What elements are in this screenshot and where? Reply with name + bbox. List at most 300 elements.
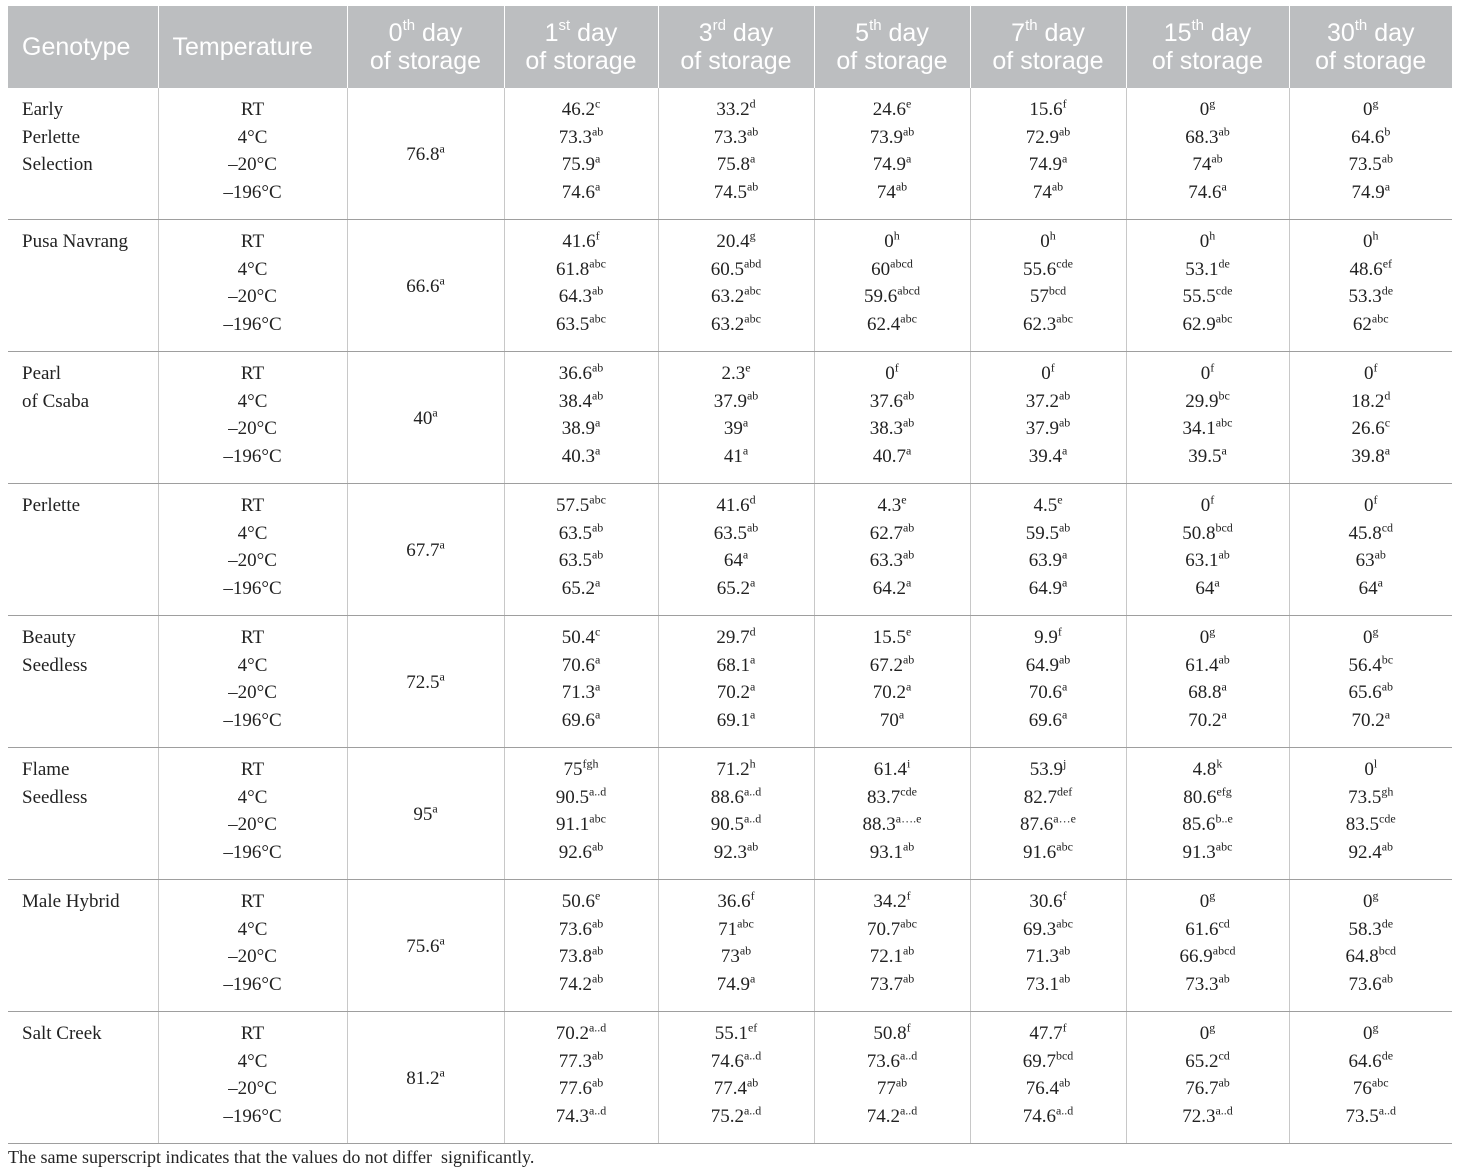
day-value-cell [970, 220, 1126, 352]
storage-value-value: 91.1 [556, 814, 590, 836]
storage-value-value: 0 [1364, 363, 1374, 384]
day0-cell [347, 880, 504, 1012]
storage-value-superscript: ab [1058, 388, 1071, 403]
storage-value-superscript: ab [1058, 943, 1071, 958]
day-value-cell [970, 880, 1126, 1012]
storage-value [1294, 916, 1449, 944]
storage-value-superscript: a..d [899, 1048, 918, 1063]
storage-value-superscript: a [742, 547, 749, 562]
storage-value-superscript: ab [1218, 652, 1230, 667]
storage-value-value: 64.9 [1025, 654, 1059, 676]
storage-value [509, 1103, 654, 1131]
storage-value-value: 69.6 [561, 709, 595, 731]
storage-value-superscript: a [742, 443, 749, 458]
storage-value-superscript: abc [1371, 311, 1389, 326]
storage-value [975, 443, 1122, 471]
storage-value [819, 839, 966, 867]
storage-value-value: 90.5 [710, 814, 744, 836]
storage-value [819, 311, 966, 339]
genotype-name-line: Seedless [22, 786, 88, 808]
day-value-cell [504, 220, 658, 352]
storage-value-superscript: abd [743, 256, 762, 271]
storage-value-superscript: ab [902, 943, 915, 958]
header-day-line2: of storage [992, 47, 1104, 75]
day-value-cell [1126, 616, 1289, 748]
genotype-cell [8, 880, 158, 1012]
header-day-number: 15 [1163, 19, 1192, 47]
storage-value [663, 520, 810, 548]
storage-value-superscript: bc [1381, 652, 1394, 667]
storage-value-superscript: f [1210, 492, 1215, 507]
storage-value [1131, 360, 1285, 388]
storage-value [663, 547, 810, 575]
storage-value-superscript: f [750, 888, 755, 903]
storage-value-value: 61.4 [1185, 654, 1219, 676]
storage-value-superscript: ab [902, 388, 915, 403]
storage-value-superscript: h [893, 228, 900, 243]
storage-value-value: 0 [1199, 99, 1210, 120]
day-value-cell [970, 352, 1126, 484]
temperature-cell [158, 748, 347, 880]
storage-value-superscript: cde [1056, 256, 1073, 271]
day0-value-value: 95 [413, 803, 433, 825]
storage-value-value: 68.1 [716, 654, 750, 676]
genotype-cell [8, 616, 158, 748]
storage-value [663, 96, 810, 124]
day-value-cell [1289, 1012, 1452, 1144]
storage-value-superscript: ab [1381, 151, 1394, 166]
temperature-label: –20°C [228, 1078, 277, 1100]
day-value-cell [658, 748, 814, 880]
storage-value-superscript: i [906, 756, 911, 771]
storage-value-value: 33.2 [716, 99, 750, 120]
storage-value-superscript: a [594, 415, 601, 430]
day-value-cell [658, 880, 814, 1012]
storage-value-superscript: bcd [1215, 520, 1233, 535]
storage-value [975, 624, 1122, 652]
header-day-line1 [821, 16, 964, 47]
storage-value-value: 73.3 [713, 126, 747, 148]
storage-value-superscript: a..d [899, 1103, 918, 1118]
storage-value-superscript: bc [1218, 388, 1230, 403]
storage-value-value: 80.6 [1183, 786, 1217, 808]
header-day-30 [1289, 6, 1452, 88]
storage-value-value: 91.3 [1182, 841, 1216, 863]
day-value-cell [658, 88, 814, 220]
storage-value [1294, 415, 1449, 443]
storage-value [819, 179, 966, 207]
storage-value-value: 63.5 [713, 522, 747, 544]
temperature-label: –20°C [228, 154, 277, 176]
storage-value-value: 56.4 [1348, 654, 1382, 676]
storage-value-superscript: b..e [1215, 811, 1233, 826]
storage-value-value: 73.6 [1348, 973, 1382, 995]
storage-value [1294, 679, 1449, 707]
storage-value-superscript: ab [1381, 839, 1394, 854]
storage-value-superscript: a [594, 179, 601, 194]
header-day-number: 7 [1011, 19, 1026, 47]
storage-value-superscript: a [1061, 443, 1068, 458]
storage-value-value: 76 [1352, 1078, 1372, 1100]
storage-value-superscript: de [1381, 1048, 1394, 1063]
storage-value-value: 0 [1200, 363, 1211, 384]
storage-value-superscript: abc [1371, 1075, 1389, 1090]
storage-value-superscript: ab [1381, 679, 1394, 694]
storage-value [1294, 547, 1449, 575]
storage-value-superscript: abc [744, 311, 761, 326]
storage-value-superscript: a..d [743, 1048, 762, 1063]
storage-value-value: 73.7 [869, 973, 903, 995]
storage-value-superscript: cde [1215, 283, 1233, 298]
storage-value-value: 74 [1032, 181, 1052, 203]
storage-value-superscript: a [749, 575, 756, 590]
storage-value [975, 388, 1122, 416]
storage-value [509, 415, 654, 443]
header-row [8, 6, 1452, 88]
storage-value-superscript: a [1214, 575, 1220, 590]
storage-value-value: 38.4 [558, 390, 592, 412]
storage-value [975, 520, 1122, 548]
storage-value [509, 256, 654, 284]
storage-value-superscript: f [894, 360, 899, 375]
day-value-cell [814, 880, 970, 1012]
storage-value-value: 73.9 [869, 126, 903, 148]
storage-value-superscript: ab [591, 283, 604, 298]
storage-value-superscript: f [1062, 96, 1067, 111]
header-day-ordinal: rd [712, 16, 726, 34]
storage-value [509, 756, 654, 784]
day0-value-superscript: a [432, 801, 438, 816]
storage-value-value: 69.7 [1022, 1050, 1056, 1072]
storage-value-superscript: l [1373, 756, 1378, 771]
storage-value-superscript: g [1372, 888, 1379, 903]
storage-value-value: 0 [1363, 627, 1373, 648]
storage-value-superscript: ab [895, 179, 908, 194]
storage-value-superscript: abc [589, 311, 606, 326]
storage-value [975, 943, 1122, 971]
storage-value [819, 888, 966, 916]
storage-value-value: 55.5 [1182, 286, 1216, 308]
storage-value [1131, 179, 1285, 207]
storage-value-value: 88.3 [862, 814, 896, 836]
storage-value [975, 492, 1122, 520]
storage-value-value: 64.8 [1345, 946, 1379, 968]
header-day-ordinal: th [869, 16, 882, 34]
storage-value [663, 652, 810, 680]
storage-value [663, 1103, 810, 1131]
temperature-label: RT [240, 363, 265, 384]
storage-value-value: 68.3 [1185, 126, 1219, 148]
table-row [8, 1012, 1452, 1144]
storage-value-superscript: ab [1058, 971, 1071, 986]
day-value-cell [504, 880, 658, 1012]
storage-value-superscript: ab [1058, 520, 1071, 535]
storage-value [819, 971, 966, 999]
storage-value-value: 62.3 [1023, 313, 1057, 335]
table-body [8, 88, 1452, 1144]
day0-cell [347, 616, 504, 748]
storage-value-value: 2.3 [721, 363, 746, 384]
storage-value-superscript: a [1061, 151, 1068, 166]
storage-value-superscript: ab [591, 388, 604, 403]
storage-value [819, 388, 966, 416]
storage-value-superscript: de [1381, 283, 1394, 298]
storage-value-value: 47.7 [1029, 1023, 1063, 1044]
genotype-name-line: Male Hybrid [22, 891, 120, 912]
storage-value-superscript: g [1209, 624, 1216, 639]
day0-value [352, 933, 500, 961]
storage-value [975, 96, 1122, 124]
storage-value-superscript: a [905, 575, 912, 590]
storage-value [819, 96, 966, 124]
storage-value [819, 811, 966, 839]
storage-value-superscript: b [1384, 124, 1391, 139]
storage-value-superscript: ab [591, 360, 604, 375]
storage-value-value: 59.6 [864, 286, 898, 308]
storage-value-value: 73.5 [1348, 786, 1382, 808]
day-value-cell [1289, 352, 1452, 484]
storage-value [663, 888, 810, 916]
genotype-name-line: Perlette [22, 495, 81, 516]
storage-value-value: 73.5 [1345, 1105, 1379, 1127]
temperature-label: 4°C [237, 786, 268, 808]
storage-value [1131, 652, 1285, 680]
storage-value-value: 74.2 [558, 973, 592, 995]
storage-value [819, 1103, 966, 1131]
storage-value [1294, 575, 1449, 603]
genotype-cell [8, 484, 158, 616]
day-value-cell [658, 220, 814, 352]
table-row [8, 352, 1452, 484]
storage-value-value: 0 [1199, 231, 1210, 252]
storage-value [975, 547, 1122, 575]
storage-value [819, 256, 966, 284]
storage-value-superscript: f [1210, 360, 1215, 375]
storage-value-value: 64.2 [872, 577, 906, 599]
header-day-word: day [881, 19, 929, 47]
day-value-cell [504, 616, 658, 748]
storage-value [819, 228, 966, 256]
storage-value-superscript: cd [1218, 1048, 1230, 1063]
storage-value-value: 0 [1363, 231, 1373, 252]
storage-value [1131, 228, 1285, 256]
storage-value-value: 70.2 [716, 682, 750, 704]
day-value-cell [814, 484, 970, 616]
storage-value [663, 415, 810, 443]
storage-value-value: 36.6 [558, 363, 592, 384]
storage-value [1294, 311, 1449, 339]
storage-value [509, 916, 654, 944]
storage-value-value: 65.2 [1185, 1050, 1219, 1072]
day0-value [352, 141, 500, 169]
storage-value-superscript: f [906, 888, 911, 903]
storage-value [663, 360, 810, 388]
temperature-cell [158, 1012, 347, 1144]
storage-value [509, 652, 654, 680]
storage-value-superscript: e [745, 360, 751, 375]
storage-value-superscript: a [594, 151, 601, 166]
header-day-line2: of storage [1151, 47, 1264, 75]
storage-value [1294, 971, 1449, 999]
storage-value-value: 37.6 [869, 390, 903, 412]
storage-value-superscript: g [1209, 1020, 1216, 1035]
storage-value-value: 39.8 [1351, 445, 1385, 467]
temperature-label: –196°C [223, 313, 282, 335]
day-value-cell [1126, 352, 1289, 484]
storage-value [1294, 520, 1449, 548]
storage-value-value: 0 [1199, 627, 1210, 648]
temperature-label: –196°C [223, 973, 282, 995]
storage-value-value: 67.2 [869, 654, 903, 676]
storage-value-value: 4.3 [877, 495, 902, 516]
storage-value [1294, 1048, 1449, 1076]
day-value-cell [814, 352, 970, 484]
storage-value [975, 283, 1122, 311]
storage-value-value: 15.6 [1029, 99, 1063, 120]
storage-value [1294, 388, 1449, 416]
temperature-label: –196°C [223, 577, 282, 599]
storage-value [1131, 151, 1285, 179]
day0-value-superscript: a [439, 537, 445, 552]
storage-value [819, 283, 966, 311]
storage-value [1131, 96, 1285, 124]
storage-value [1131, 916, 1285, 944]
temperature-cell [158, 880, 347, 1012]
storage-value-superscript: a [594, 575, 601, 590]
storage-value-superscript: ab [1218, 971, 1230, 986]
storage-value-value: 41.6 [562, 231, 596, 252]
day-value-cell [658, 352, 814, 484]
storage-value [975, 784, 1122, 812]
storage-value-value: 75.9 [561, 154, 595, 176]
header-day-line1 [665, 16, 808, 47]
storage-value [663, 811, 810, 839]
day0-value-superscript: a [439, 933, 445, 948]
day0-value-value: 81.2 [406, 1067, 440, 1089]
storage-value-value: 50.8 [873, 1023, 907, 1044]
storage-value [1131, 839, 1285, 867]
storage-value-value: 71.3 [1025, 946, 1059, 968]
storage-value [819, 756, 966, 784]
storage-value [975, 1075, 1122, 1103]
storage-value [819, 1048, 966, 1076]
storage-value [975, 415, 1122, 443]
temperature-label: –196°C [223, 841, 282, 863]
storage-value-value: 41.6 [716, 495, 750, 516]
storage-value-superscript: a [742, 415, 749, 430]
storage-value-superscript: a [1221, 179, 1227, 194]
storage-value-superscript: a…e [1053, 811, 1076, 826]
genotype-name-line: Selection [22, 154, 93, 176]
storage-value-value: 55.6 [1023, 258, 1057, 280]
storage-value [819, 916, 966, 944]
storage-value-superscript: a [1061, 707, 1068, 722]
storage-value-superscript: f [1050, 360, 1055, 375]
table-row [8, 88, 1452, 220]
storage-value [509, 228, 654, 256]
storage-value-value: 74 [876, 181, 896, 203]
storage-value-value: 68.8 [1188, 682, 1222, 704]
storage-value-superscript: a [749, 971, 756, 986]
storage-value-superscript: ab [1374, 547, 1386, 562]
temperature-cell [158, 352, 347, 484]
storage-value-value: 53.1 [1185, 258, 1219, 280]
day-value-cell [658, 1012, 814, 1144]
storage-value-superscript: a..d [743, 811, 762, 826]
storage-value [1294, 492, 1449, 520]
header-day-number: 1 [544, 19, 559, 47]
storage-value-superscript: ab [746, 179, 759, 194]
header-day-word: day [1204, 19, 1252, 47]
storage-value [1294, 1075, 1449, 1103]
temperature-label: –196°C [223, 445, 282, 467]
day0-value-value: 66.6 [406, 275, 440, 297]
storage-value-superscript: ab [1218, 124, 1230, 139]
storage-value-value: 24.6 [872, 99, 906, 120]
storage-value [975, 811, 1122, 839]
day-value-cell [970, 616, 1126, 748]
storage-value-superscript: f [1062, 888, 1067, 903]
storage-value [663, 492, 810, 520]
storage-value [819, 624, 966, 652]
day0-value-value: 67.7 [406, 539, 440, 561]
storage-value-value: 75.2 [710, 1105, 744, 1127]
temperature-cell [158, 484, 347, 616]
storage-value-superscript: a [1061, 679, 1068, 694]
storage-value-superscript: e [905, 96, 912, 111]
storage-value [975, 1103, 1122, 1131]
temperature-label: RT [240, 759, 265, 780]
header-day-line1 [511, 16, 652, 47]
storage-value-value: 37.9 [1025, 418, 1059, 440]
storage-value [1294, 96, 1449, 124]
header-day-line1 [354, 16, 498, 47]
storage-value [975, 256, 1122, 284]
storage-value-value: 4.8 [1192, 759, 1217, 780]
storage-value [509, 96, 654, 124]
storage-value-superscript: c [1384, 415, 1391, 430]
storage-value-superscript: cde [1379, 811, 1396, 826]
table-row [8, 484, 1452, 616]
storage-value-superscript: ab [746, 388, 759, 403]
genotype-name-line: Salt Creek [22, 1023, 102, 1044]
storage-value [819, 943, 966, 971]
storage-value [509, 1020, 654, 1048]
temperature-label: RT [240, 891, 265, 912]
day-value-cell [814, 88, 970, 220]
storage-value [663, 228, 810, 256]
storage-value-superscript: ab [591, 520, 604, 535]
storage-value-value: 9.9 [1034, 627, 1058, 648]
header-day-5 [814, 6, 970, 88]
storage-value-value: 77.4 [713, 1078, 747, 1100]
storage-value [819, 707, 966, 735]
storage-value-superscript: abcd [890, 256, 913, 271]
storage-value [663, 971, 810, 999]
temperature-label: –20°C [228, 946, 277, 968]
storage-value-superscript: ab [1381, 971, 1394, 986]
storage-value-value: 29.9 [1185, 390, 1219, 412]
storage-value [663, 1048, 810, 1076]
day-value-cell [658, 484, 814, 616]
storage-value-value: 70.2 [555, 1023, 589, 1044]
storage-value-superscript: a [1221, 707, 1227, 722]
day0-cell [347, 748, 504, 880]
storage-value [1131, 1075, 1285, 1103]
storage-value-value: 63.9 [1028, 550, 1062, 572]
storage-value-superscript: ab [746, 1075, 759, 1090]
storage-value [1131, 311, 1285, 339]
